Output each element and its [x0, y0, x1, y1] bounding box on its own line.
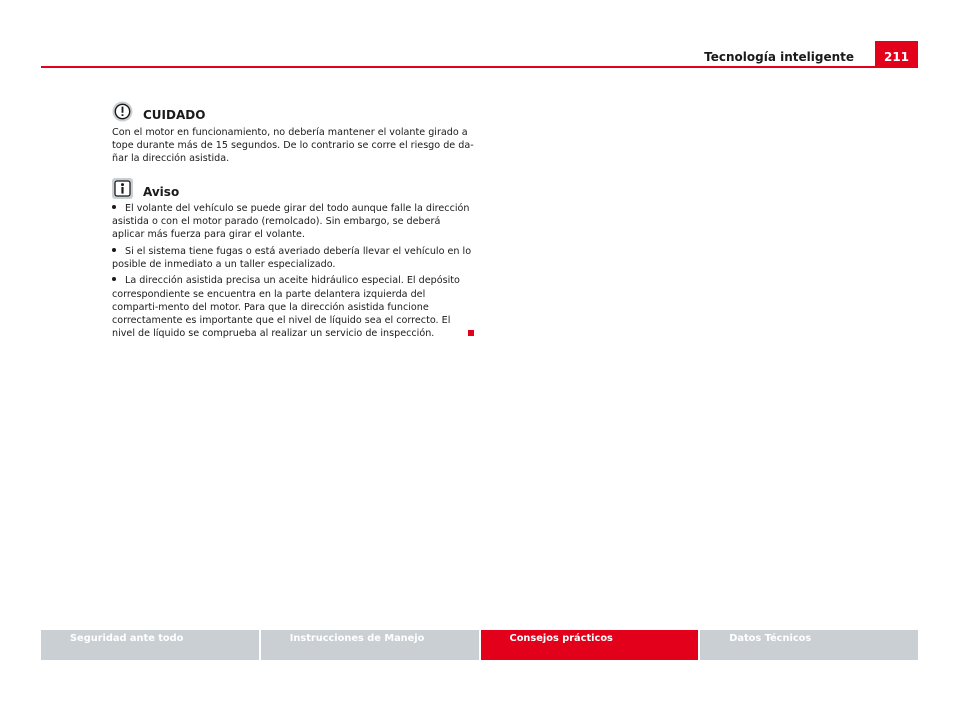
- info-icon: [112, 178, 133, 199]
- list-item-text: El volante del vehículo se puede girar del todo aunque falle la dirección asistida o con el motor parado (remolcado). Sin embargo, se deberá aplicar más fuerza para girar el volante.: [112, 203, 470, 241]
- list-item-text: La dirección asistida precisa un aceite hidráulico especial. El depósito correspondiente se encuentra en la parte delantera izquierda del comparti-mento del motor. Para que la dirección asistida funcione correctamente es importante que el nivel de líquido sea el correcto. El nivel de líquido se comprueba al realizar un servicio de inspección.: [112, 275, 460, 339]
- list-item: [112, 202, 474, 241]
- footer-tab-consejos[interactable]: Consejos prácticos: [481, 630, 699, 660]
- section-title: Tecnología inteligente: [704, 50, 854, 64]
- footer-tab-datos[interactable]: Datos Técnicos: [700, 630, 918, 660]
- caution-header: [112, 96, 474, 122]
- caution-text: Con el motor en funcionamiento, no debería mantener el volante girado a tope durante más de 15 segundos. De lo contrario se corre el riesgo de da-ñar la dirección asistida.: [112, 127, 474, 165]
- caution-box: [112, 96, 474, 165]
- bullet-icon: [112, 277, 116, 281]
- header-rule: [41, 66, 918, 68]
- note-header: [112, 173, 474, 199]
- footer-nav: [41, 630, 918, 660]
- page-number: 211: [875, 41, 918, 68]
- section-end-marker: [468, 330, 474, 336]
- note-box: [112, 173, 474, 343]
- list-item: [112, 274, 474, 339]
- note-list: [112, 202, 474, 340]
- bullet-icon: [112, 248, 116, 252]
- list-item: [112, 245, 474, 271]
- caution-title: CUIDADO: [143, 108, 206, 122]
- footer-tab-instrucciones[interactable]: Instrucciones de Manejo: [261, 630, 479, 660]
- exclamation-circle-icon: [112, 101, 133, 122]
- list-item-text: Si el sistema tiene fugas o está averiado debería llevar el vehículo en lo posible de inmediato a un taller especializado.: [112, 245, 472, 270]
- footer-tab-seguridad[interactable]: Seguridad ante todo: [41, 630, 259, 660]
- note-title: Aviso: [143, 185, 180, 199]
- bullet-icon: [112, 205, 116, 209]
